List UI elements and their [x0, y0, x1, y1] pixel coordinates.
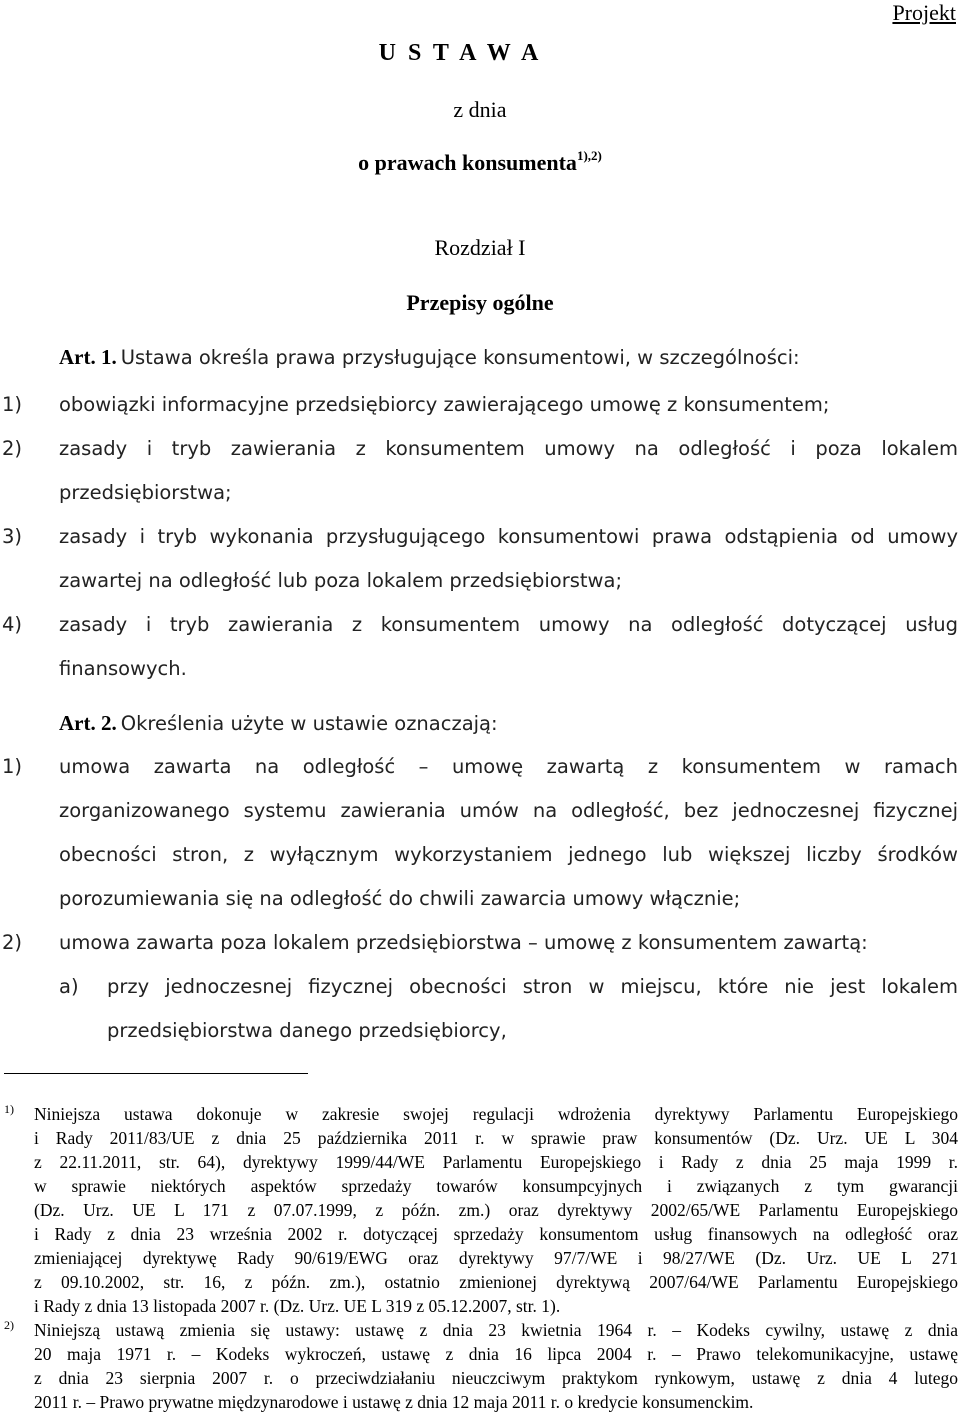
footnote-line: z dnia 23 sierpnia 2007 r. o przeciwdziałaniu nieuczciwym praktykom rynkowym, ustawę z dnia 4 lutego	[34, 1368, 958, 1388]
footnote-line: 2011 r. – Prawo prywatne międzynarodowe i ustawę z dnia 12 maja 2011 r. o kredycie konsumenckim.	[34, 1392, 754, 1412]
item-text: zorganizowanego systemu zawierania umów na odległość, bez jednoczesnej fizycznej	[59, 799, 958, 822]
art2-heading: Art. 2.	[59, 711, 117, 735]
item-number: 3)	[2, 525, 23, 548]
item-text: zawartej na odległość lub poza lokalem przedsiębiorstwa;	[59, 569, 623, 592]
item-text: obowiązki informacyjne przedsiębiorcy zawierającego umowę z konsumentem;	[59, 393, 830, 416]
footnote-refs: 1),2)	[576, 148, 602, 163]
art1-intro: Ustawa określa prawa przysługujące konsumentowi, w szczególności:	[120, 346, 800, 369]
footnote-line: 20 maja 1971 r. – Kodeks wykroczeń, ustawę z dnia 16 lipca 2004 r. – Prawo telekomunikacyjne, ustawę	[34, 1344, 958, 1364]
footnote-line: z 22.11.2011, str. 64), dyrektywy 1999/44/WE Parlamentu Europejskiego i Rady z dnia 25 maja 1999 r.	[34, 1152, 958, 1172]
footnote-line: i Rady z dnia 23 września 2002 r. dotyczącej sprzedaży konsumentom usług finansowych na odległość oraz	[34, 1224, 958, 1244]
footnote-mark: 1)	[4, 1102, 14, 1116]
item-number: 2)	[2, 437, 23, 460]
act-subject-text: o prawach konsumenta	[358, 150, 577, 175]
item-text: obecności stron, z wyłącznym wykorzystaniem jednego lub większej liczby środków	[59, 843, 958, 866]
item-number: 1)	[2, 393, 23, 416]
footnote-mark: 2)	[4, 1318, 14, 1332]
item-text: zasady i tryb zawierania z konsumentem umowy na odległość i poza lokalem	[59, 437, 958, 460]
footnote-line: zmieniającej dyrektywę Rady 90/619/EWG oraz dyrektywy 97/7/WE i 98/27/WE (Dz. Urz. UE L 271	[34, 1248, 958, 1268]
footnote-separator	[4, 1073, 308, 1074]
subitem-letter: a)	[59, 975, 79, 998]
item-text: umowa zawarta na odległość – umowę zawartą z konsumentem w ramach	[59, 755, 958, 778]
item-text: zasady i tryb zawierania z konsumentem umowy na odległość dotyczącej usług	[59, 613, 958, 636]
footnote-line: i Rady z dnia 13 listopada 2007 r. (Dz. Urz. UE L 319 z 05.12.2007, str. 1).	[34, 1296, 561, 1316]
footnote-line: Niniejszą ustawą zmienia się ustawy: ustawę z dnia 23 kwietnia 1964 r. – Kodeks cywilny, ustawę z dnia	[34, 1320, 958, 1340]
subitem-text: przy jednoczesnej fizycznej obecności stron w miejscu, które nie jest lokalem	[107, 975, 958, 998]
art1-heading: Art. 1.	[59, 345, 117, 369]
art1-intro-line	[59, 345, 800, 370]
draft-label: Projekt	[892, 0, 956, 25]
footnote-line: z 09.10.2002, str. 16, z późn. zm.), ostatnio zmienionej dyrektywą 2007/64/WE Parlamentu Europejskiego	[34, 1272, 958, 1292]
item-text: finansowych.	[59, 657, 187, 680]
act-subject	[0, 150, 960, 176]
act-date-line: z dnia	[453, 97, 507, 122]
item-number: 4)	[2, 613, 23, 636]
subitem-text: przedsiębiorstwa danego przedsiębiorcy,	[107, 1019, 507, 1042]
chapter-name: Przepisy ogólne	[406, 290, 554, 315]
item-number: 2)	[2, 931, 23, 954]
footnote-line: w sprawie niektórych aspektów sprzedaży towarów konsumpcyjnych i związanych z tym gwarancji	[34, 1176, 958, 1196]
act-title: U S T A W A	[378, 40, 542, 66]
art2-intro: Określenia użyte w ustawie oznaczają:	[120, 712, 498, 735]
item-text: umowa zawarta poza lokalem przedsiębiorstwa – umowę z konsumentem zawartą:	[59, 931, 868, 954]
item-number: 1)	[2, 755, 23, 778]
art2-intro-line	[59, 711, 498, 736]
footnote-line: i Rady 2011/83/UE z dnia 25 października 2011 r. w sprawie praw konsumentów (Dz. Urz. UE L 304	[34, 1128, 958, 1148]
item-text: porozumiewania się na odległość do chwili zawarcia umowy włącznie;	[59, 887, 741, 910]
item-text: zasady i tryb wykonania przysługującego konsumentowi prawa odstąpienia od umowy	[59, 525, 958, 548]
chapter-number: Rozdział I	[434, 235, 526, 260]
item-text: przedsiębiorstwa;	[59, 481, 232, 504]
footnote-line: (Dz. Urz. UE L 171 z 07.07.1999, z późn. zm.) oraz dyrektywy 2002/65/WE Parlamentu Europejskiego	[34, 1200, 958, 1220]
footnote-line: Niniejsza ustawa dokonuje w zakresie swojej regulacji wdrożenia dyrektywy Parlamentu Europejskiego	[34, 1104, 958, 1124]
